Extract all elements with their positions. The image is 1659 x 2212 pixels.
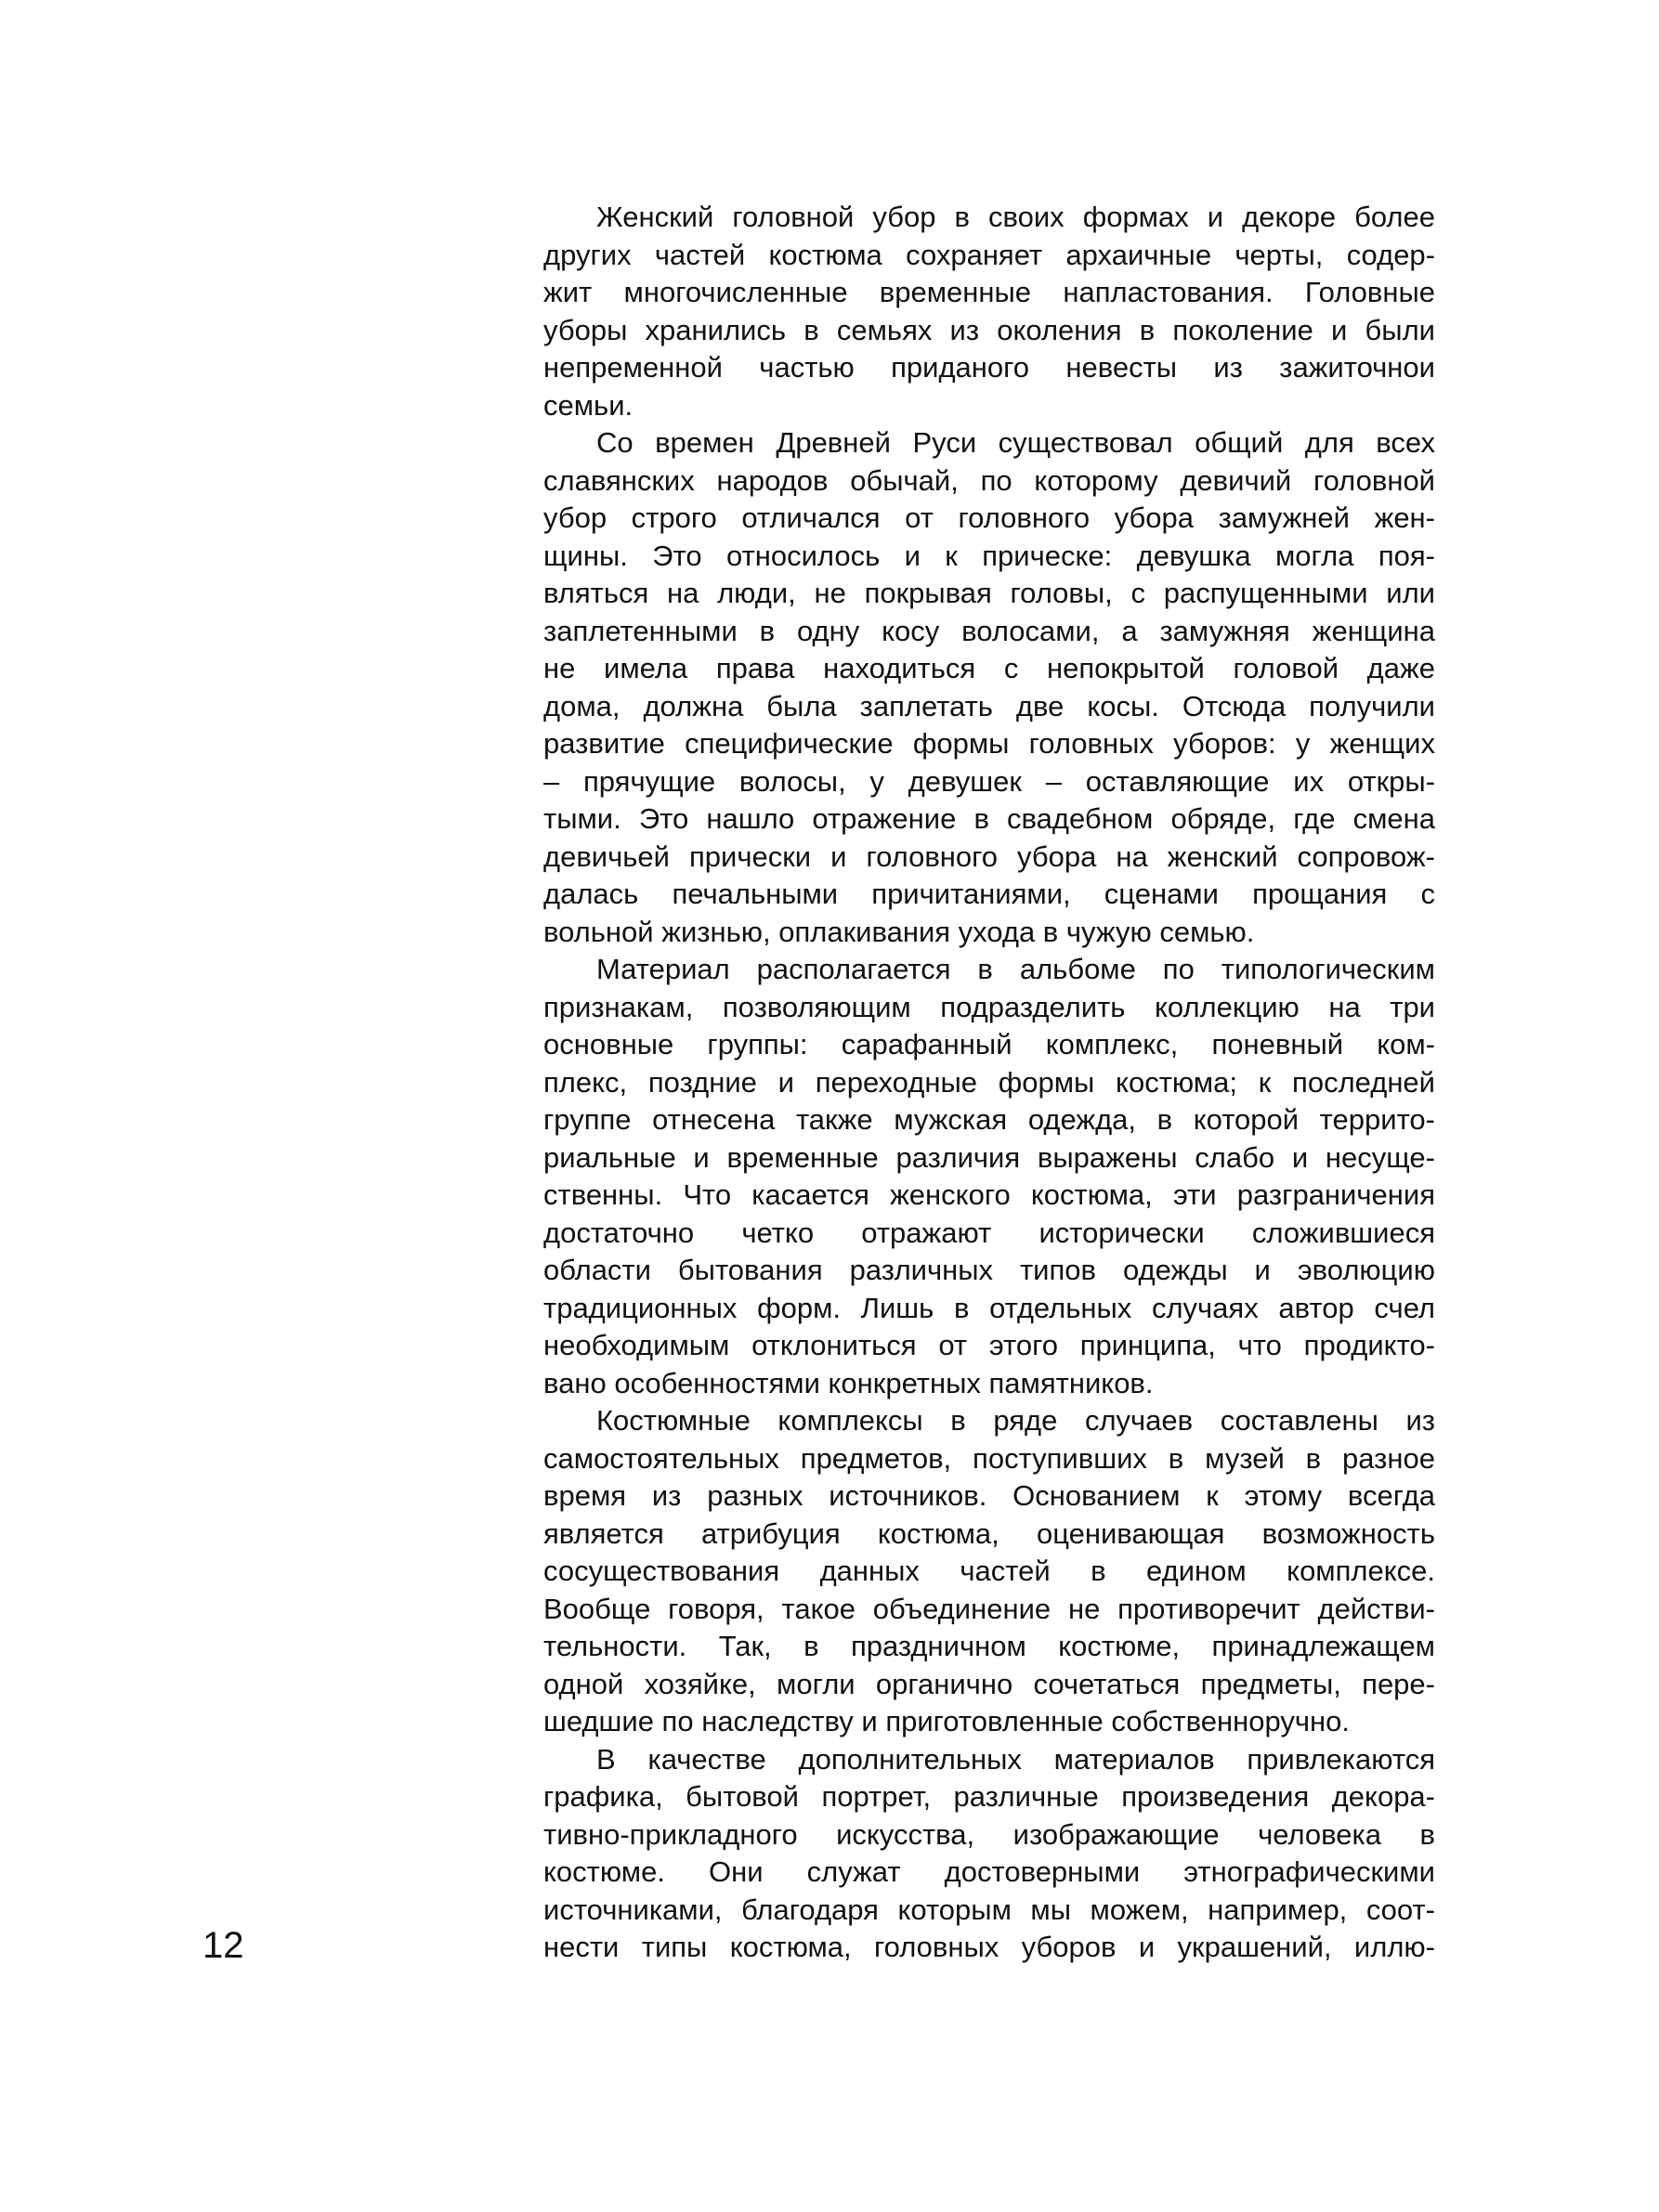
- text-line: костюме. Они служат достоверными этнографическими: [543, 1855, 1435, 1888]
- text-line: одной хозяйке, могли органично сочетаться предметы, пере-: [543, 1667, 1435, 1700]
- text-line: других частей костюма сохраняет архаичные черты, содер-: [543, 238, 1435, 271]
- text-line: Женский головной убор в своих формах и декоре более: [596, 201, 1435, 233]
- paragraph: [543, 1402, 1435, 1741]
- text-line: Материал располагается в альбоме по типологическим: [596, 953, 1435, 985]
- text-line: тыми. Это нашло отражение в свадебном обряде, где смена: [543, 802, 1435, 835]
- text-line: шедшие по наследству и приготовленные собственноручно.: [543, 1705, 1350, 1737]
- text-line: убор строго отличался от головного убора замужней жен-: [543, 501, 1435, 534]
- text-line: вольной жизнью, оплакивания ухода в чужую семью.: [543, 915, 1255, 948]
- text-line: дома, должна была заплетать две косы. Отсюда получили: [543, 689, 1435, 722]
- text-line: графика, бытовой портрет, различные произведения декора-: [543, 1780, 1435, 1813]
- text-line: славянских народов обычай, по которому девичий головной: [543, 463, 1435, 497]
- text-line: признакам, позволяющим подразделить коллекцию на три: [543, 990, 1435, 1023]
- text-line: традиционных форм. Лишь в отдельных случаях автор счел: [543, 1291, 1435, 1324]
- text-line: достаточно четко отражают исторически сложившиеся: [543, 1216, 1435, 1249]
- text-line: уборы хранились в семьях из околения в поколение и были: [543, 313, 1435, 346]
- text-line: нести типы костюма, головных уборов и украшений, иллю-: [543, 1931, 1435, 1963]
- text-line: Со времен Древней Руси существовал общий для всех: [596, 426, 1435, 459]
- paragraph: [543, 199, 1435, 424]
- paragraph: [543, 951, 1435, 1402]
- paragraph: [543, 1741, 1435, 1967]
- text-line: – прячущие волосы, у девушек – оставляющие их откры-: [543, 764, 1435, 798]
- paragraph: [543, 424, 1435, 951]
- text-line: основные группы: сарафанный комплекс, поневный ком-: [543, 1028, 1435, 1060]
- text-line: необходимым отклониться от этого принципа, что продикто-: [543, 1329, 1435, 1361]
- text-line: сосуществования данных частей в едином комплексе.: [543, 1555, 1435, 1587]
- text-line: Вообще говоря, такое объединение не противоречит действи-: [543, 1592, 1435, 1625]
- text-line: риальные и временные различия выражены слабо и несуще-: [543, 1140, 1435, 1174]
- text-line: является атрибуция костюма, оценивающая возможность: [543, 1516, 1435, 1550]
- text-line: жит многочисленные временные напластования. Головные: [543, 276, 1435, 308]
- text-column: [543, 199, 1435, 1967]
- text-line: непременной частью приданого невесты из зажиточнои: [543, 351, 1435, 384]
- text-line: плекс, поздние и переходные формы костюма; к последней: [543, 1065, 1435, 1099]
- text-line: источниками, благодаря которым мы можем, например, соот-: [543, 1893, 1435, 1926]
- text-line: заплетенными в одну косу волосами, а замужняя женщина: [543, 614, 1435, 647]
- text-line: девичьей прически и головного убора на женский сопровож-: [543, 839, 1435, 873]
- text-line: развитие специфические формы головных уборов: у женщих: [543, 727, 1435, 760]
- text-line: тельности. Так, в праздничном костюме, принадлежащем: [543, 1630, 1435, 1662]
- text-line: щины. Это относилось и к прическе: девушка могла поя-: [543, 539, 1435, 572]
- text-line: семьи.: [543, 388, 634, 422]
- text-line: вано особенностями конкретных памятников.: [543, 1366, 1154, 1399]
- page-number: 12: [202, 1925, 244, 1966]
- text-line: Костюмные комплексы в ряде случаев составлены из: [596, 1404, 1435, 1437]
- text-line: время из разных источников. Основанием к этому всегда: [543, 1479, 1435, 1512]
- text-line: группе отнесена также мужская одежда, в которой террито-: [543, 1103, 1435, 1136]
- text-line: области бытования различных типов одежды и эволюцию: [543, 1254, 1435, 1286]
- text-line: вляться на люди, не покрывая головы, с распущенными или: [543, 577, 1435, 609]
- text-line: далась печальными причитаниями, сценами прощания с: [543, 878, 1435, 910]
- text-line: ственны. Что касается женского костюма, эти разграничения: [543, 1178, 1435, 1211]
- text-line: не имела права находиться с непокрытой головой даже: [543, 652, 1435, 684]
- text-line: В качестве дополнительных материалов привлекаются: [596, 1742, 1435, 1776]
- text-line: самостоятельных предметов, поступивших в музей в разное: [543, 1441, 1435, 1475]
- text-line: тивно-прикладного искусства, изображающие человека в: [543, 1817, 1435, 1851]
